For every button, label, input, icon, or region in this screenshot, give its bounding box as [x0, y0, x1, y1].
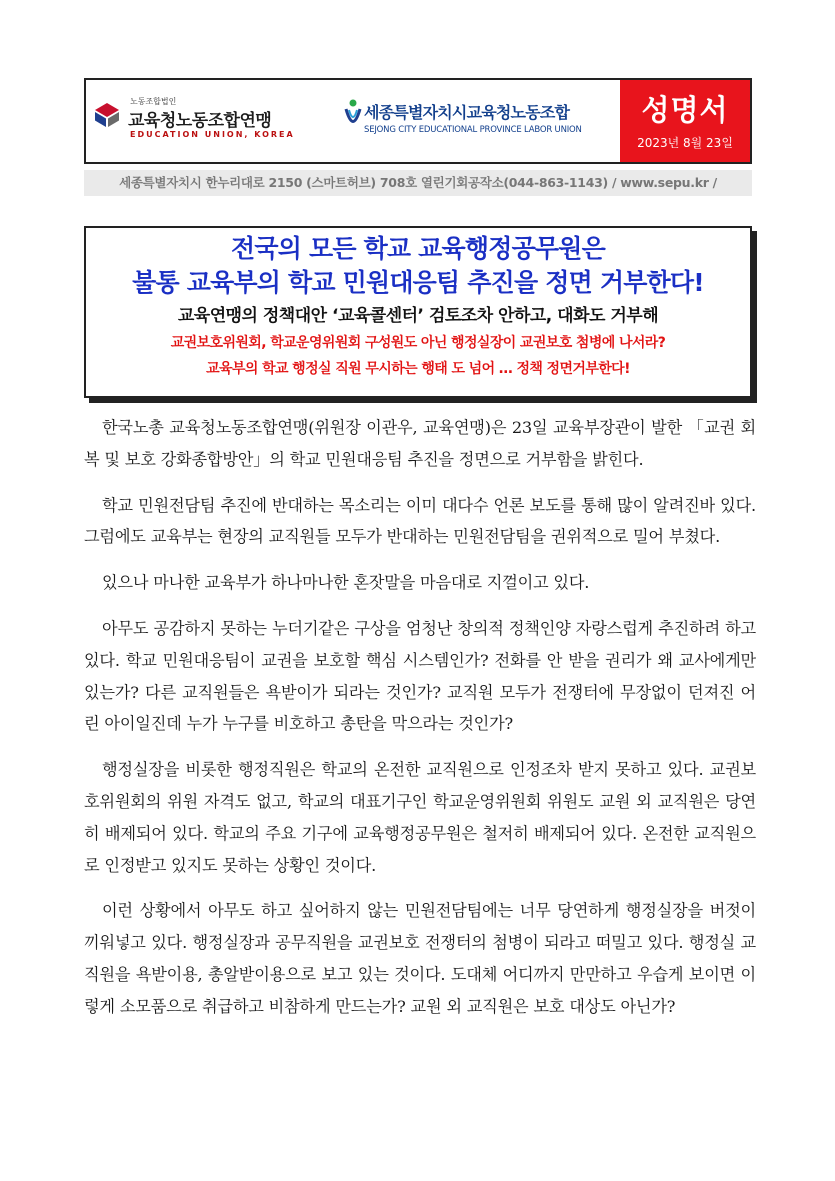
- headline-line2: 불통 교육부의 학교 민원대응팀 추진을 정면 거부한다!: [132, 268, 704, 297]
- sejong-logo-icon: [344, 98, 362, 132]
- union-logo-icon: [94, 102, 120, 128]
- document-date: 2023년 8월 23일: [637, 136, 733, 150]
- logo1-name: 교육청노동조합연맹: [128, 111, 272, 131]
- logo2-name: 세종특별자치시교육청노동조합: [364, 103, 570, 122]
- paragraph-6: 이런 상황에서 아무도 하고 싶어하지 않는 민원전담팀에는 너무 당연하게 행정실장을 버젓이 끼워넣고 있다. 행정실장과 공무직원을 교권보호 전쟁터의 첨병이 되라고 떠밀고 있다. 행정실 교직원을 욕받이용, 총알받이용으로 보고 있는 것이다. 도대체 어디까지 만만하고 우습게 보이면 이렇게 소모품으로 취급하고 비참하게 만드는가? 교원 외 교직원은 보호 대상도 아닌가?: [84, 901, 756, 1016]
- logo2-english: SEJONG CITY EDUCATIONAL PROVINCE LABOR UNION: [364, 125, 582, 135]
- document-type: 성명서: [641, 93, 729, 127]
- red-subheadline-1: 교권보호위원회, 학교운영위원회 구성원도 아닌 행정실장이 교권보호 첨병에 나서라?: [170, 335, 666, 351]
- letterhead: [84, 78, 752, 164]
- paragraph-2: 학교 민원전담팀 추진에 반대하는 목소리는 이미 대다수 언론 보도를 통해 많이 알려진바 있다. 그럼에도 교육부는 현장의 교직원들 모두가 반대하는 민원전담팀을 권위적으로 밀어 부쳤다.: [84, 495, 756, 547]
- statement-body: [84, 412, 756, 1037]
- headline-line1: 전국의 모든 학교 교육행정공무원은: [231, 234, 605, 263]
- sejong-union-logo: [338, 80, 620, 162]
- paragraph-3: 있으나 마나한 교육부가 하나마나한 혼잣말을 마음대로 지껄이고 있다.: [102, 573, 590, 593]
- statement-stamp: [620, 80, 750, 162]
- paragraph-5: 행정실장을 비롯한 행정직원은 학교의 온전한 교직원으로 인정조차 받지 못하고 있다. 교권보호위원회의 위원 자격도 없고, 학교의 대표기구인 학교운영위원회 위원도 교원 외 교직원은 당연히 배제되어 있다. 학교의 주요 기구에 교육행정공무원은 철저히 배제되어 있다. 온전한 교직원으로 인정받고 있지도 못하는 상황인 것이다.: [84, 760, 756, 875]
- logo1-english: EDUCATION UNION, KOREA: [130, 130, 295, 139]
- paragraph-4: 아무도 공감하지 못하는 누더기같은 구상을 엄청난 창의적 정책인양 자랑스럽게 추진하려 하고있다. 학교 민원대응팀이 교권을 보호할 핵심 시스템인가? 전화를 안 받을 권리가 왜 교사에게만 있는가? 다른 교직원들은 욕받이가 되라는 것인가? 교직원 모두가 전쟁터에 무장없이 던져진 어린 아이일진데 누가 누구를 비호하고 총탄을 막으라는 것인가?: [84, 618, 756, 734]
- address-bar: 세종특별자치시 한누리대로 2150 (스마트허브) 708호 열린기회공작소(044-863-1143) / www.sepu.kr /: [84, 170, 752, 196]
- education-union-logo: [86, 80, 338, 162]
- subheadline: 교육연맹의 정책대안 ‘교육콜센터’ 검토조차 안하고, 대화도 거부해: [177, 306, 659, 326]
- red-subheadline-2: 교육부의 학교 행정실 직원 무시하는 행태 도 넘어 … 정책 정면거부한다!: [206, 361, 630, 377]
- logo1-small-text: 노동조합법인: [130, 97, 177, 106]
- paragraph-1: 한국노총 교육청노동조합연맹(위원장 이관우, 교육연맹)은 23일 교육부장관이 발한 「교권 회복 및 보호 강화종합방안」의 학교 민원대응팀 추진을 정면으로 거부함을 밝힌다.: [84, 418, 756, 469]
- headline-box: [84, 226, 752, 398]
